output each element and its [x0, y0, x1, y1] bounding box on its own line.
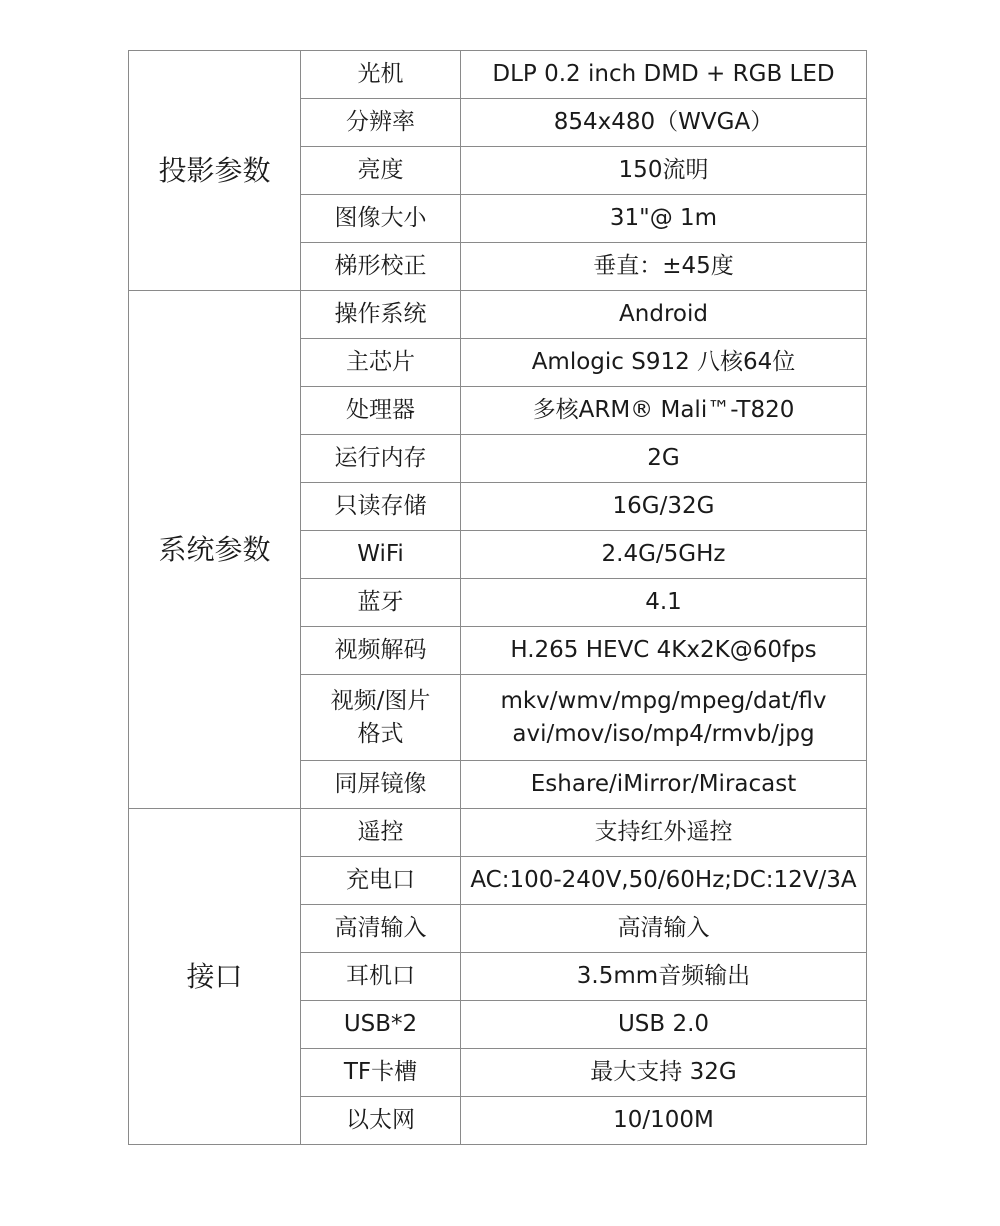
spec-value: Amlogic S912 八核64位 [461, 339, 867, 387]
spec-value: 支持红外遥控 [461, 809, 867, 857]
spec-value: Android [461, 291, 867, 339]
spec-value: DLP 0.2 inch DMD + RGB LED [461, 51, 867, 99]
spec-key: 蓝牙 [301, 579, 461, 627]
spec-value: mkv/wmv/mpg/mpeg/dat/flv avi/mov/iso/mp4/rmvb/jpg [461, 675, 867, 761]
spec-key: 梯形校正 [301, 243, 461, 291]
spec-key: 处理器 [301, 387, 461, 435]
spec-key: 以太网 [301, 1097, 461, 1145]
spec-value: 2G [461, 435, 867, 483]
spec-key: 图像大小 [301, 195, 461, 243]
spec-key: 遥控 [301, 809, 461, 857]
spec-key: 同屏镜像 [301, 761, 461, 809]
spec-table [128, 50, 867, 1145]
spec-key: TF卡槽 [301, 1049, 461, 1097]
spec-value: USB 2.0 [461, 1001, 867, 1049]
spec-key: 高清输入 [301, 905, 461, 953]
category-projection: 投影参数 [129, 51, 301, 291]
table-row [129, 51, 867, 99]
table-row [129, 291, 867, 339]
spec-value: 31"@ 1m [461, 195, 867, 243]
spec-value: 多核ARM® Mali™-T820 [461, 387, 867, 435]
spec-key: 只读存储 [301, 483, 461, 531]
spec-key: 充电口 [301, 857, 461, 905]
spec-key: 视频/图片 格式 [301, 675, 461, 761]
spec-value: 4.1 [461, 579, 867, 627]
spec-key: WiFi [301, 531, 461, 579]
spec-key: 分辨率 [301, 99, 461, 147]
spec-value: AC:100-240V,50/60Hz;DC:12V/3A [461, 857, 867, 905]
spec-value: 10/100M [461, 1097, 867, 1145]
spec-key: 视频解码 [301, 627, 461, 675]
spec-key: 耳机口 [301, 953, 461, 1001]
spec-key: USB*2 [301, 1001, 461, 1049]
spec-value: H.265 HEVC 4Kx2K@60fps [461, 627, 867, 675]
category-system: 系统参数 [129, 291, 301, 809]
spec-value: 最大支持 32G [461, 1049, 867, 1097]
spec-value: Eshare/iMirror/Miracast [461, 761, 867, 809]
spec-value: 高清输入 [461, 905, 867, 953]
spec-value: 垂直：±45度 [461, 243, 867, 291]
spec-key: 操作系统 [301, 291, 461, 339]
spec-value: 150流明 [461, 147, 867, 195]
spec-key: 亮度 [301, 147, 461, 195]
spec-key: 光机 [301, 51, 461, 99]
spec-value: 854x480（WVGA） [461, 99, 867, 147]
category-interface: 接口 [129, 809, 301, 1145]
spec-value: 16G/32G [461, 483, 867, 531]
spec-value: 2.4G/5GHz [461, 531, 867, 579]
spec-key: 主芯片 [301, 339, 461, 387]
spec-key: 运行内存 [301, 435, 461, 483]
spec-value: 3.5mm音频输出 [461, 953, 867, 1001]
table-row [129, 809, 867, 857]
